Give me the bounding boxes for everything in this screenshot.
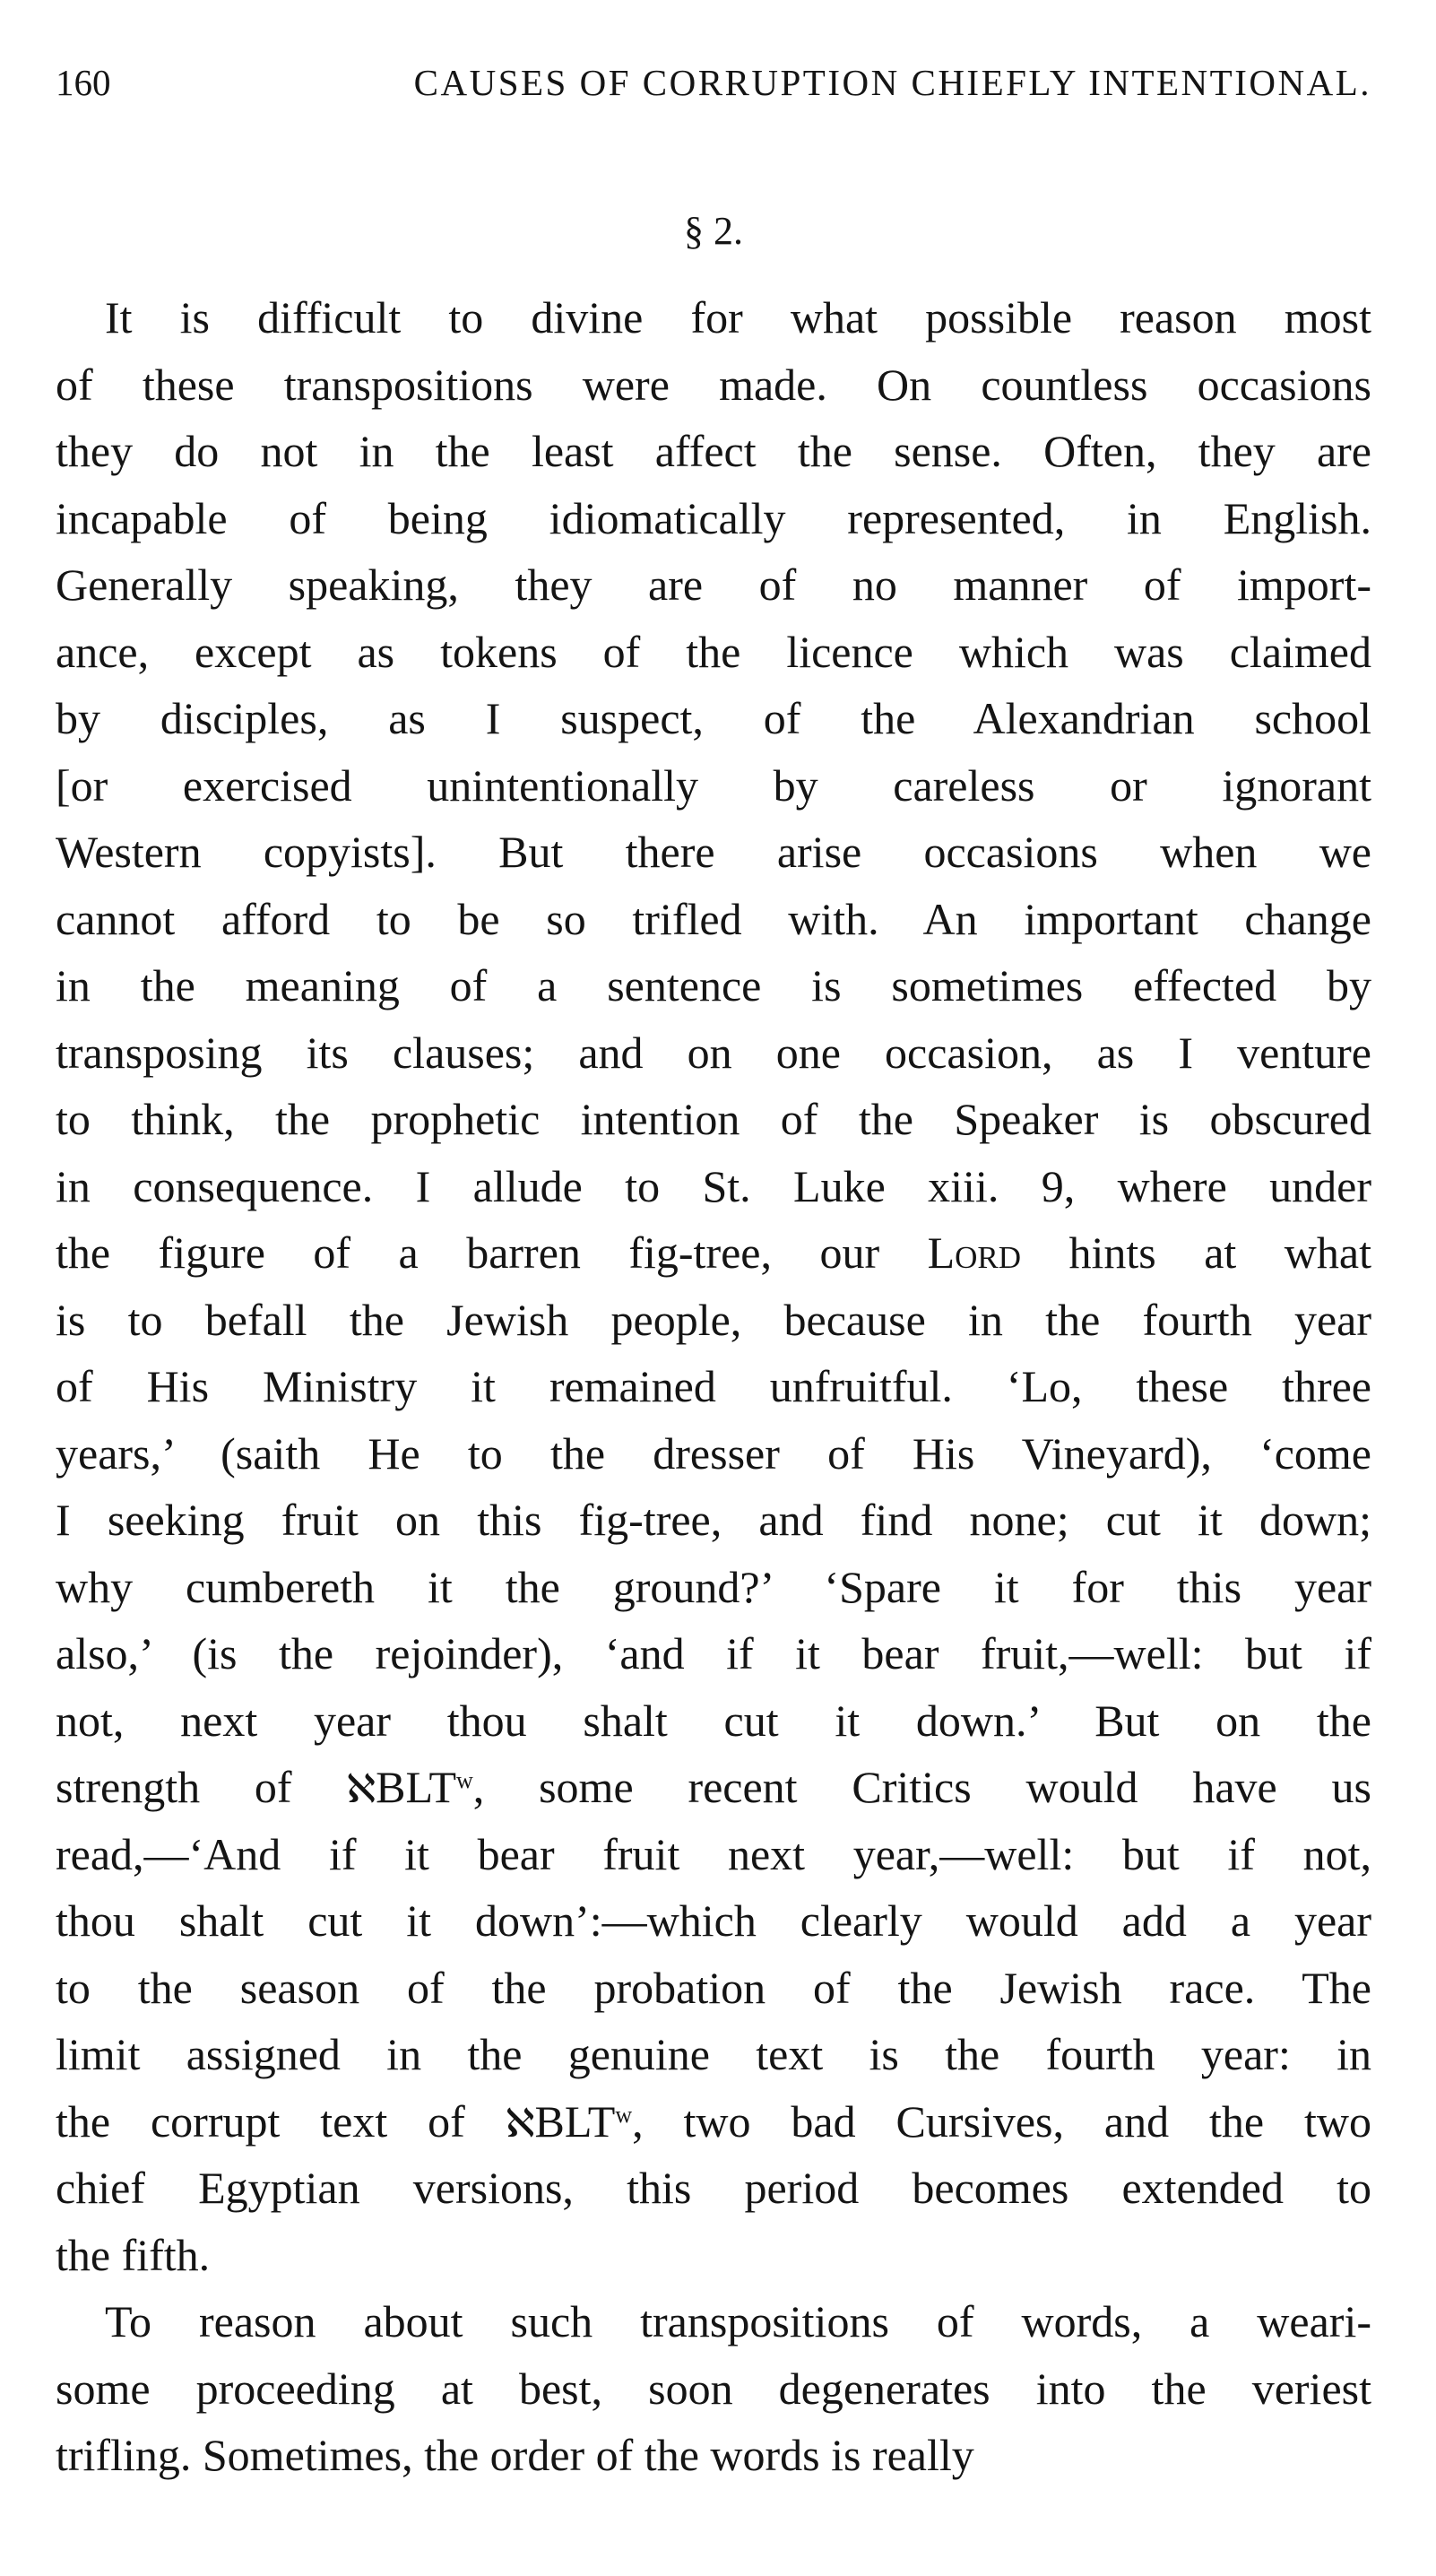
manuscript-superscript: w bbox=[456, 1767, 473, 1793]
line-segment: the corrupt text of bbox=[56, 2095, 506, 2147]
text-line: of His Ministry it remained unfruitful. ‘Lo, these three bbox=[56, 1361, 1371, 1411]
text-line: they do not in the least affect the sense. Often, they are bbox=[56, 426, 1371, 476]
text-line: transposing its clauses; and on one occasion, as I venture bbox=[56, 1027, 1371, 1078]
aleph-symbol: ℵ bbox=[346, 1766, 376, 1812]
manuscript-sigla bbox=[506, 2096, 632, 2147]
body-text bbox=[56, 284, 1371, 2489]
text-line: not, next year thou shalt cut it down.’ But on the bbox=[56, 1695, 1371, 1746]
text-line: thou shalt cut it down’:—which clearly would add a year bbox=[56, 1895, 1371, 1946]
text-line: some proceeding at best, soon degenerates into the veriest bbox=[56, 2363, 1371, 2414]
text-line: chief Egyptian versions, this period becomes extended to bbox=[56, 2163, 1371, 2213]
text-line: to the season of the probation of the Jewish race. The bbox=[56, 1962, 1371, 2013]
manuscript-letters: BLT bbox=[376, 1762, 456, 1812]
text-line: is to befall the Jewish people, because in the fourth year bbox=[56, 1294, 1371, 1345]
text-line: ance, except as tokens of the licence which was claimed bbox=[56, 626, 1371, 677]
text-line: in the meaning of a sentence is sometimes effected by bbox=[56, 960, 1371, 1010]
line-segment: , two bad Cursives, and the two bbox=[632, 2095, 1371, 2147]
text-line: limit assigned in the genuine text is the fourth year: in bbox=[56, 2029, 1371, 2079]
running-head bbox=[56, 56, 1371, 109]
text-line: trifling. Sometimes, the order of the words is really bbox=[56, 2430, 974, 2480]
text-line: To reason about such transpositions of words, a weari- bbox=[105, 2296, 1371, 2346]
text-line: of these transpositions were made. On countless occasions bbox=[56, 359, 1371, 410]
text-line: in consequence. I allude to St. Luke xiii. 9, where under bbox=[56, 1160, 1371, 1211]
page-number: 160 bbox=[56, 62, 111, 103]
line-segment: the figure of a barren fig-tree, our bbox=[56, 1227, 928, 1278]
text-line: years,’ (saith He to the dresser of His Vineyard), ‘come bbox=[56, 1427, 1371, 1479]
line-segment: hints at what bbox=[1021, 1227, 1371, 1278]
manuscript-letters: BLT bbox=[534, 2095, 616, 2147]
text-line: by disciples, as I suspect, of the Alexandrian school bbox=[56, 693, 1371, 743]
line-segment: strength of bbox=[56, 1762, 347, 1812]
text-line: [or exercised unintentionally by careless or ignorant bbox=[56, 759, 1371, 811]
manuscript-sigla bbox=[346, 1762, 472, 1812]
book-page bbox=[56, 0, 1371, 2576]
text-line: why cumbereth it the ground?’ ‘Spare it for this year bbox=[56, 1561, 1371, 1612]
manuscript-superscript: w bbox=[615, 2101, 633, 2128]
running-title: CAUSES OF CORRUPTION CHIEFLY INTENTIONAL. bbox=[413, 62, 1371, 103]
text-line: read,—‘And if it bear fruit next year,—well: but if not, bbox=[56, 1828, 1371, 1879]
text-line bbox=[56, 2088, 1371, 2155]
text-line: also,’ (is the rejoinder), ‘and if it bear fruit,—well: but if bbox=[56, 1628, 1371, 1678]
text-line bbox=[56, 1754, 1371, 1821]
text-line: Generally speaking, they are of no manner of import- bbox=[56, 559, 1371, 610]
text-line: cannot afford to be so trifled with. An important change bbox=[56, 893, 1371, 944]
small-caps-word: Lord bbox=[927, 1227, 1022, 1278]
text-line: the fifth. bbox=[56, 2229, 211, 2280]
text-line: incapable of being idiomatically represented, in English. bbox=[56, 492, 1371, 543]
text-line bbox=[56, 1219, 1371, 1287]
text-line: I seeking fruit on this fig-tree, and find none; cut it down; bbox=[56, 1495, 1371, 1545]
line-segment: , some recent Critics would have us bbox=[472, 1762, 1371, 1812]
text-line: It is difficult to divine for what possible reason most bbox=[105, 292, 1371, 343]
section-heading: § 2. bbox=[684, 209, 743, 253]
text-line: Western copyists]. But there arise occasions when we bbox=[56, 827, 1371, 877]
aleph-symbol: ℵ bbox=[505, 2100, 535, 2147]
text-line: to think, the prophetic intention of the Speaker is obscured bbox=[56, 1094, 1371, 1144]
